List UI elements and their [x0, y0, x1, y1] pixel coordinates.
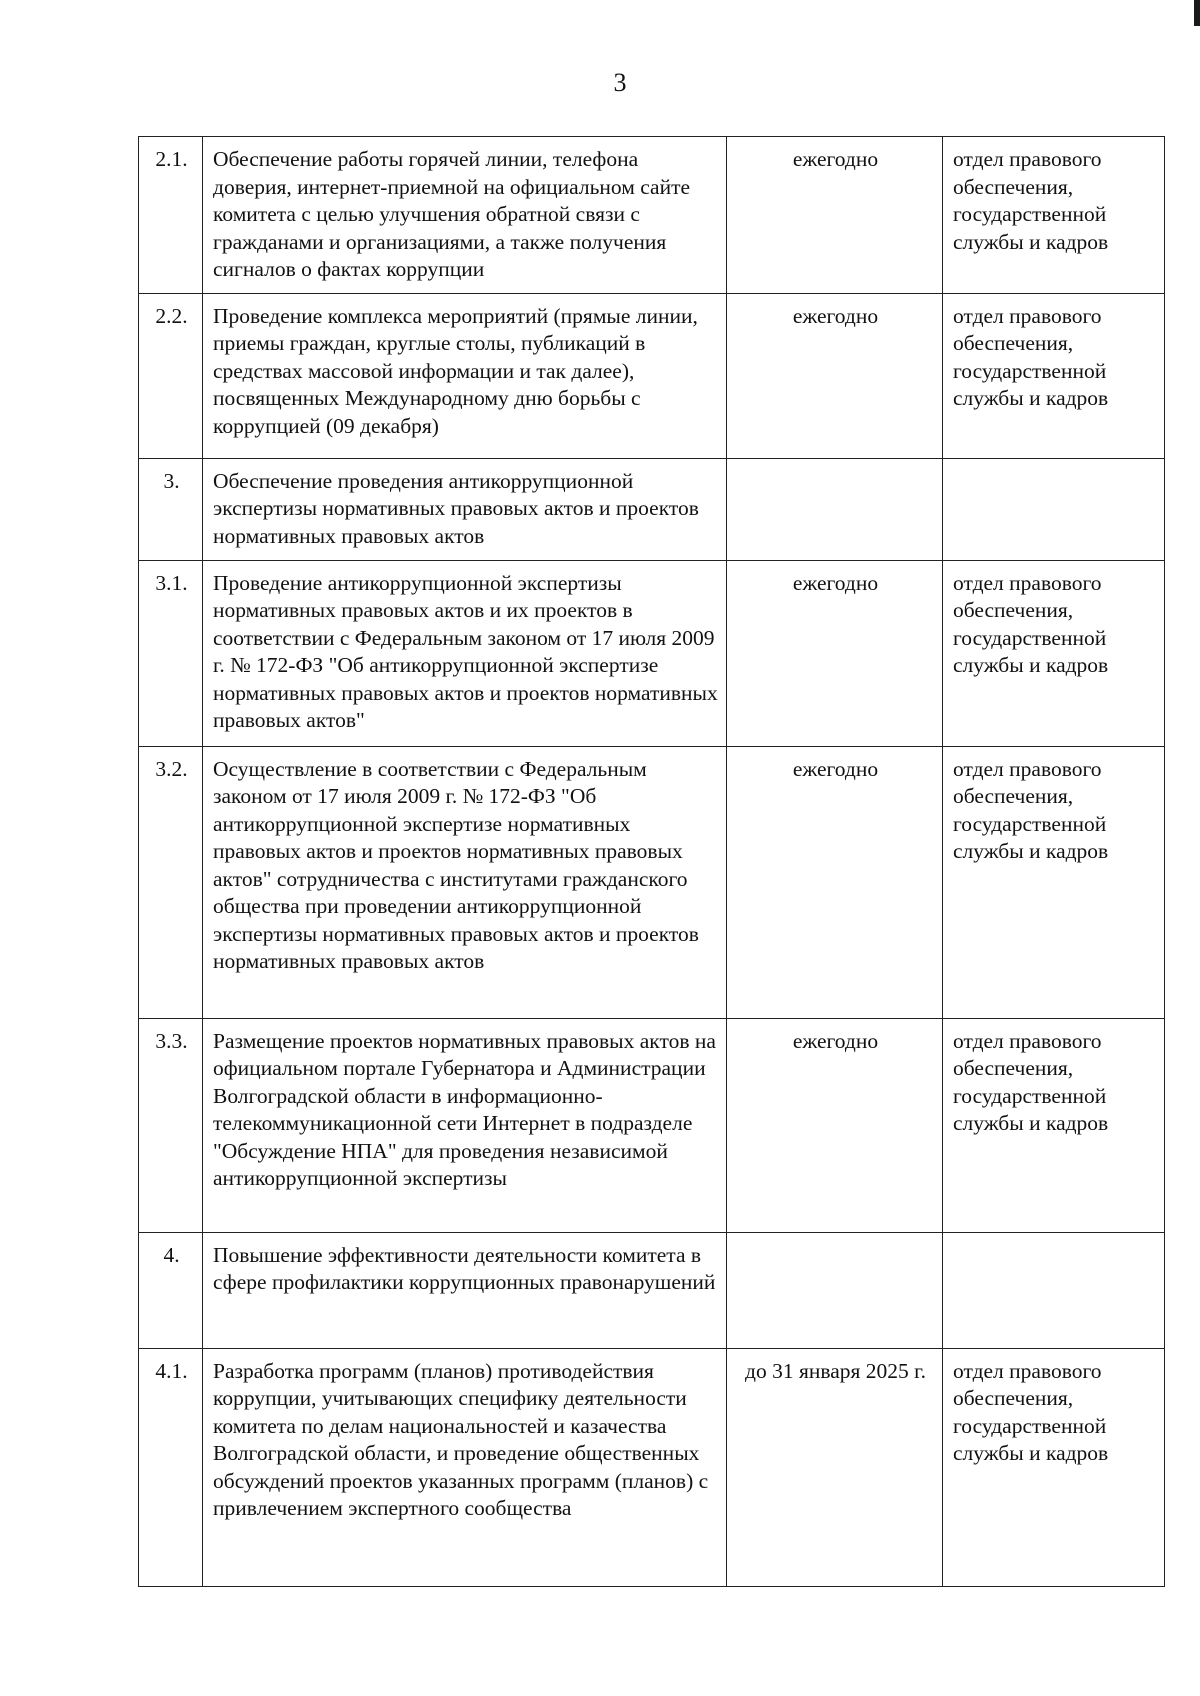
table-row — [139, 1348, 1165, 1586]
item-responsible: отдел правового обеспечения, государственной службы и кадров — [943, 1018, 1165, 1232]
item-responsible — [943, 1232, 1165, 1348]
table-row — [139, 746, 1165, 1018]
item-description: Проведение антикоррупционной экспертизы нормативных правовых актов и их проектов в соответствии с Федеральным законом от 17 июля 2009 г. № 172-ФЗ "Об антикоррупционной экспертизе нормативных правовых актов и проектов нормативных правовых актов" — [203, 560, 727, 746]
item-responsible: отдел правового обеспечения, государственной службы и кадров — [943, 137, 1165, 294]
table-row — [139, 1018, 1165, 1232]
item-description: Обеспечение работы горячей линии, телефона доверия, интернет-приемной на официальном сайте комитета с целью улучшения обратной связи с гражданами и организациями, а также получения сигналов о фактах коррупции — [203, 137, 727, 294]
table-row — [139, 560, 1165, 746]
item-deadline: ежегодно — [727, 293, 943, 458]
table-row — [139, 458, 1165, 560]
item-deadline — [727, 458, 943, 560]
item-number: 3.1. — [139, 560, 203, 746]
item-number: 4.1. — [139, 1348, 203, 1586]
item-description: Обеспечение проведения антикоррупционной экспертизы нормативных правовых актов и проектов нормативных правовых актов — [203, 458, 727, 560]
item-description: Осуществление в соответствии с Федеральным законом от 17 июля 2009 г. № 172-ФЗ "Об антикоррупционной экспертизе нормативных правовых актов и проектов нормативных правовых актов" сотрудничества с институтами гражданского общества при проведении антикоррупционной экспертизы нормативных правовых актов и проектов нормативных правовых актов — [203, 746, 727, 1018]
item-deadline: ежегодно — [727, 1018, 943, 1232]
item-responsible: отдел правового обеспечения, государственной службы и кадров — [943, 1348, 1165, 1586]
item-deadline: ежегодно — [727, 746, 943, 1018]
item-description: Размещение проектов нормативных правовых актов на официальном портале Губернатора и Администрации Волгоградской области в информационно-телекоммуникационной сети Интернет в подразделе "Обсуждение НПА" для проведения независимой антикоррупционной экспертизы — [203, 1018, 727, 1232]
item-description: Повышение эффективности деятельности комитета в сфере профилактики коррупционных правонарушений — [203, 1232, 727, 1348]
table-row — [139, 293, 1165, 458]
item-responsible: отдел правового обеспечения, государственной службы и кадров — [943, 746, 1165, 1018]
item-deadline — [727, 1232, 943, 1348]
item-description: Разработка программ (планов) противодействия коррупции, учитывающих специфику деятельности комитета по делам национальностей и казачества Волгоградской области, и проведение общественных обсуждений проектов указанных программ (планов) с привлечением экспертного сообщества — [203, 1348, 727, 1586]
item-responsible — [943, 458, 1165, 560]
item-deadline: до 31 января 2025 г. — [727, 1348, 943, 1586]
item-number: 2.2. — [139, 293, 203, 458]
item-description: Проведение комплекса мероприятий (прямые линии, приемы граждан, круглые столы, публикаций в средствах массовой информации и так далее), посвященных Международному дню борьбы с коррупцией (09 декабря) — [203, 293, 727, 458]
measures-table — [138, 136, 1165, 1587]
item-number: 3.3. — [139, 1018, 203, 1232]
item-number: 3. — [139, 458, 203, 560]
item-number: 3.2. — [139, 746, 203, 1018]
page-number: 3 — [613, 68, 627, 97]
table-row — [139, 137, 1165, 294]
item-number: 4. — [139, 1232, 203, 1348]
item-responsible: отдел правового обеспечения, государственной службы и кадров — [943, 293, 1165, 458]
table-row — [139, 1232, 1165, 1348]
item-deadline: ежегодно — [727, 560, 943, 746]
item-deadline: ежегодно — [727, 137, 943, 294]
item-number: 2.1. — [139, 137, 203, 294]
item-responsible: отдел правового обеспечения, государственной службы и кадров — [943, 560, 1165, 746]
scan-edge-mark — [1194, 0, 1200, 26]
